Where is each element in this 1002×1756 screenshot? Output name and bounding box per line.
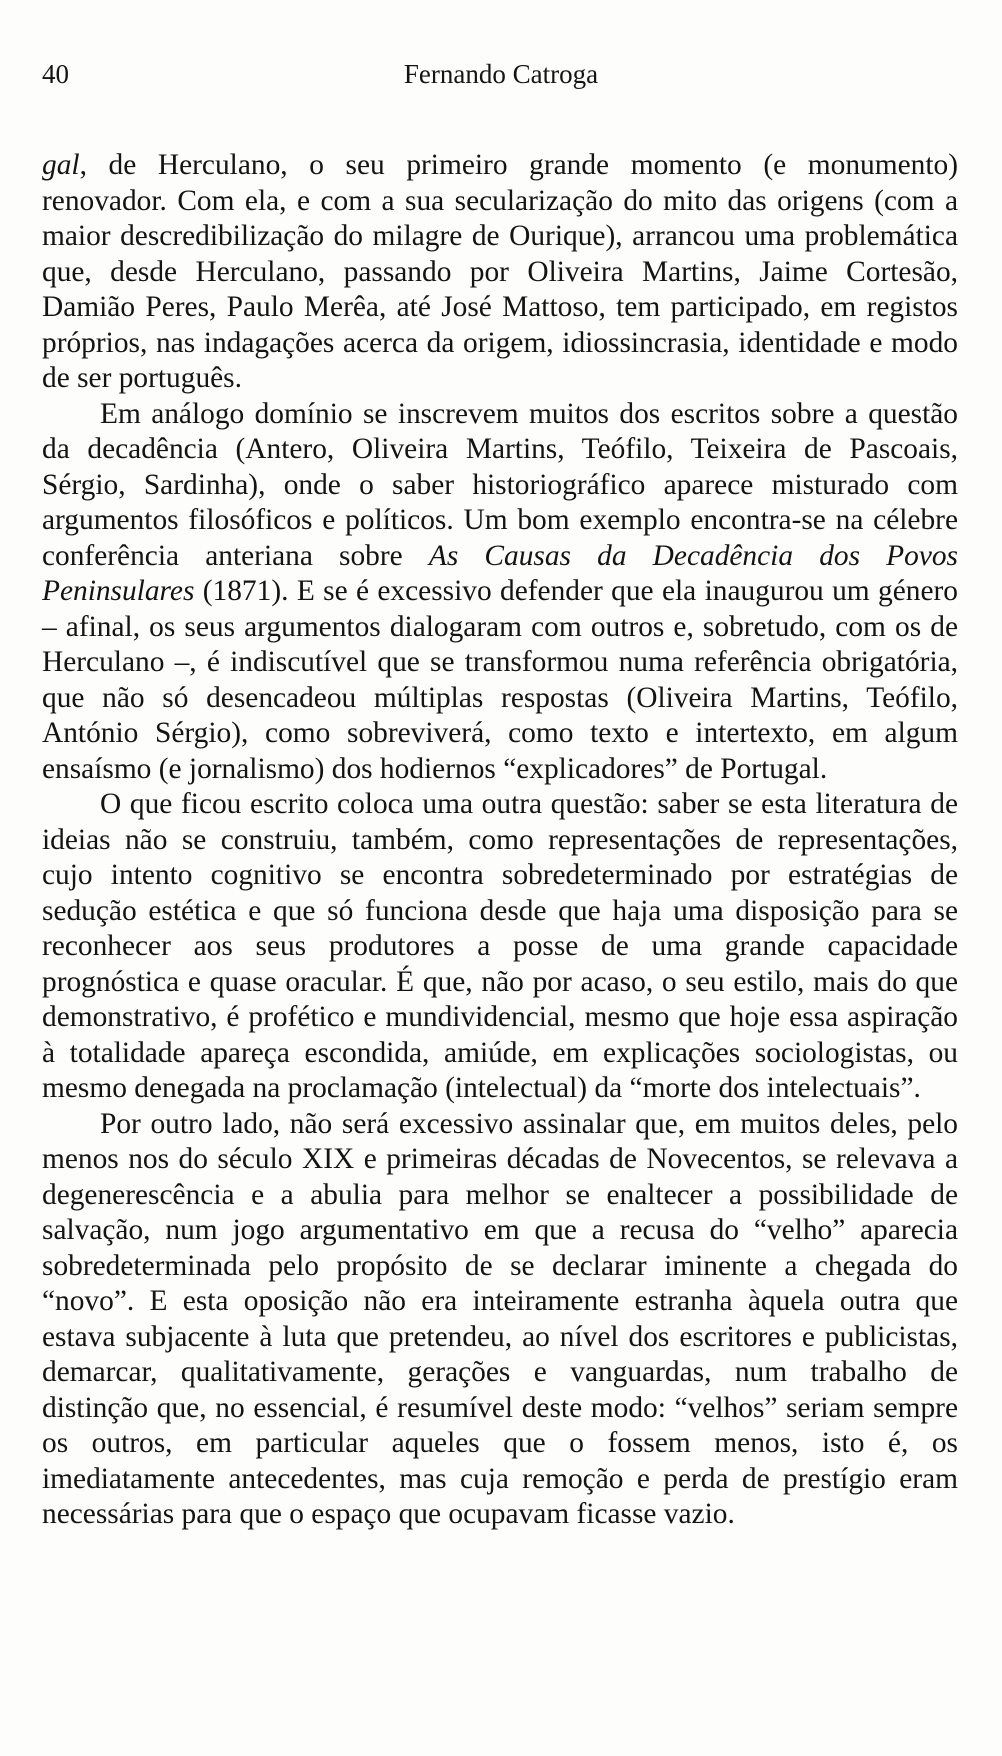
text-segment: Em análogo domínio se inscrevem muitos dos escritos sobre a questão da decadência (Antero, Oliveira Martins, Teófilo, Teixeira de Pascoais, Sérgio, Sardinha), onde o saber historiográfico aparece misturado com argumentos filosóficos e políticos. Um bom exemplo encontra-se na célebre conferência anteriana sobre (42, 397, 958, 572)
text-segment: (1871). E se é excessivo defender que ela inaugurou um género – afinal, os seus argumentos dialogaram com outros e, sobretudo, com os de Herculano –, é indiscutível que se transformou numa referência obrigatória, que não só desencadeou múltiplas respostas (Oliveira Martins, Teófilo, António Sérgio), como sobreviverá, como texto e intertexto, em algum ensaísmo (e jornalismo) dos hodiernos “explicadores” de Portugal. (42, 575, 958, 785)
text-segment: O que ficou escrito coloca uma outra questão: saber se esta literatura de ideias não se construiu, também, como representações de representações, cujo intento cognitivo se encontra sobredeterminado por estratégias de sedução estética e que só funciona desde que haja uma disposição para se reconhecer aos seus produtores a posse de uma grande capacidade prognóstica e quase oracular. É que, não por acaso, o seu estilo, mais do que demonstrativo, é profético e mundividencial, mesmo que hoje essa aspiração à totalidade apareça escondida, amiúde, em explicações sociologistas, ou mesmo denegada na proclamação (intelectual) da “morte dos intelectuais”. (42, 788, 958, 1104)
page-number: 40 (42, 59, 69, 89)
paragraph-4 (42, 1107, 958, 1533)
text-segment: Por outro lado, não será excessivo assinalar que, em muitos deles, pelo menos nos do século XIX e primeiras décadas de Novecentos, se relevava a degenerescência e a abulia para melhor se enaltecer a possibilidade de salvação, num jogo argumentativo em que a recusa do “velho” aparecia sobredeterminada pelo propósito de se declarar iminente a chegada do “novo”. E esta oposição não era inteiramente estranha àquela outra que estava subjacente à luta que pretendeu, ao nível dos escritores e publicistas, demarcar, qualitativamente, gerações e vanguardas, num trabalho de distinção que, no essencial, é resumível deste modo: “velhos” seriam sempre os outros, em particular aqueles que o fossem menos, isto é, os imediatamente antecedentes, mas cuja remoção e perda de prestígio eram necessárias para que o espaço que ocupavam ficasse vazio. (42, 1107, 958, 1530)
paragraph-3 (42, 787, 958, 1107)
body-text (42, 148, 958, 1533)
running-head: Fernando Catroga (403, 59, 599, 89)
italic-text-segment: As Causas da Decadência dos Povos Peninsulares (42, 539, 958, 607)
italic-text-segment: gal (42, 149, 80, 181)
page-header (42, 56, 960, 92)
paragraph-1 (42, 148, 958, 397)
paragraph-2 (42, 397, 958, 788)
text-segment: , de Herculano, o seu primeiro grande momento (e monumento) renovador. Com ela, e com a sua secularização do mito das origens (com a maior descredibilização do milagre de Ourique), arrancou uma problemática que, desde Herculano, passando por Oliveira Martins, Jaime Cortesão, Damião Peres, Paulo Merêa, até José Mattoso, tem participado, em registos próprios, nas indagações acerca da origem, idiossincrasia, identidade e modo de ser português. (42, 149, 958, 394)
